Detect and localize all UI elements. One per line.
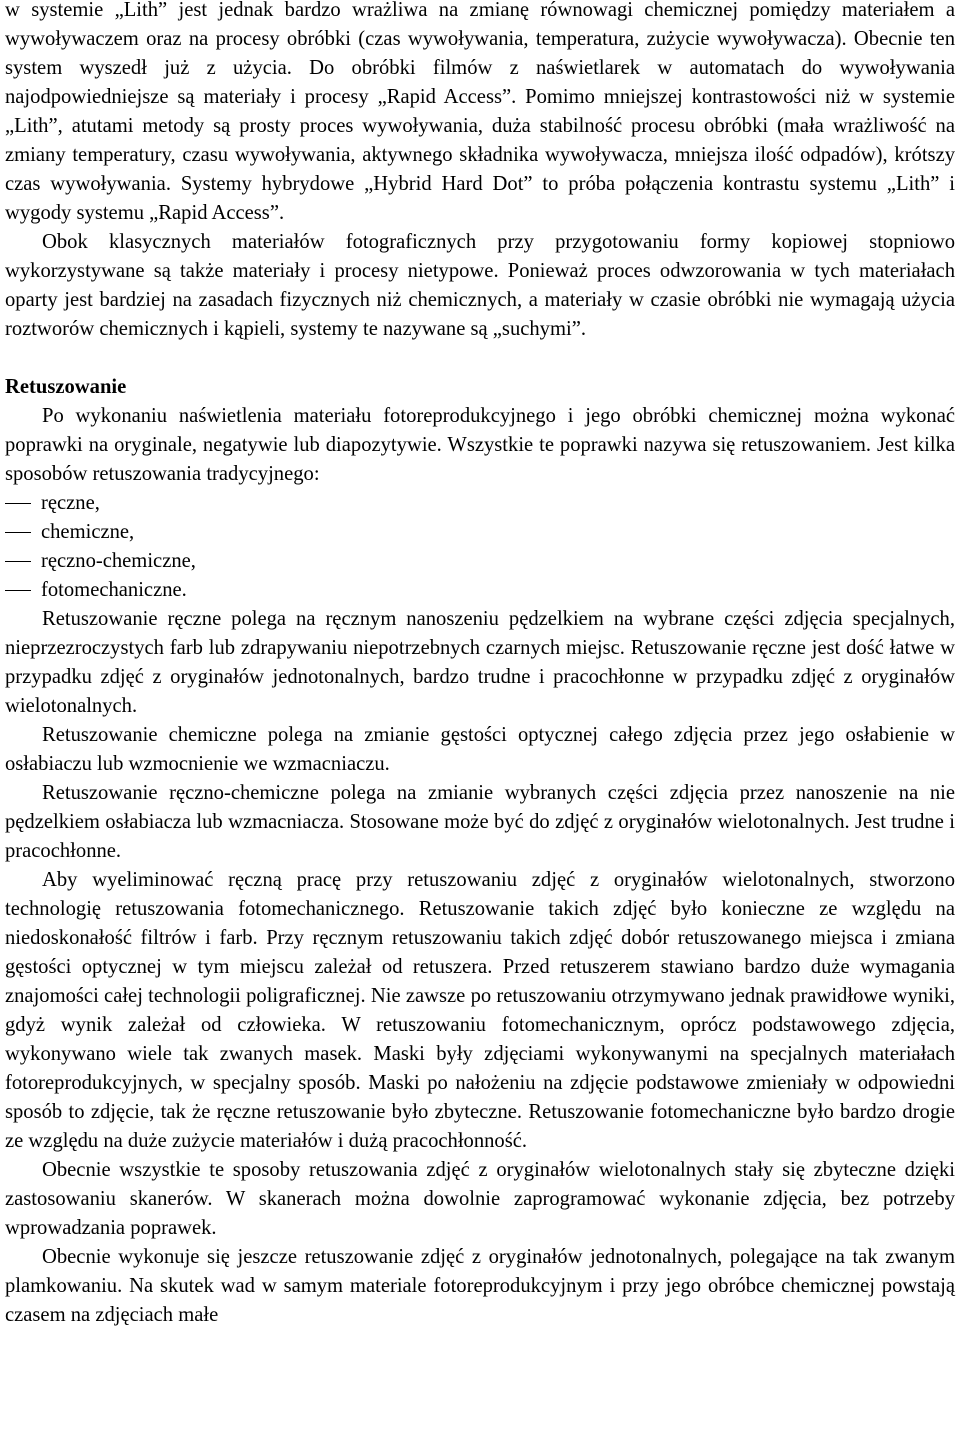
paragraph-manual-retouch: Retuszowanie ręczne polega na ręcznym nanoszeniu pędzelkiem na wybrane części zdjęcia specjalnych, nieprzezroczystych farb lub zdrapywaniu niepotrzebnych czarnych miejsc. Retuszowanie ręczne jest dość łatwe w przypadku zdjęć z oryginałów jednotonalnych, bardzo trudne i pracochłonne w przypadku zdjęć z oryginałów wielotonalnych. xyxy=(5,608,955,717)
retouch-methods-list xyxy=(5,489,955,605)
paragraph-photomechanical-retouch: Aby wyeliminować ręczną pracę przy retuszowaniu zdjęć z oryginałów wielotonalnych, stworzono technologię retuszowania fotomechanicznego. Retuszowanie takich zdjęć było konieczne ze względu na niedoskonałość filtrów i farb. Przy ręcznym retuszowaniu takich zdjęć dobór retuszowanego miejsca i zmiana gęstości optycznej w tym miejscu zależał od retuszera. Przed retuszerem stawiano bardzo duże wymagania znajomości całej technologii poligraficznej. Nie zawsze po retuszowaniu otrzymywano jednak prawidłowe wyniki, gdyż wynik zależał od człowieka. W retuszowaniu fotomechanicznym, oprócz podstawowego zdjęcia, wykonywano wiele tak zwanych masek. Maski były zdjęciami wykonywanymi na specjalnych materiałach fotoreprodukcyjnych, w specjalny sposób. Maski po nałożeniu na zdjęcie podstawowe zmieniały w odpowiedni sposób to zdjęcie, tak że ręczne retuszowanie było zbyteczne. Retuszowanie fotomechaniczne było bardzo drogie ze względu na duże zużycie materiałów i dużą pracochłonność. xyxy=(5,869,955,1152)
dash-bullet-icon xyxy=(5,561,31,562)
paragraph-spotting: Obecnie wykonuje się jeszcze retuszowanie zdjęć z oryginałów jednotonalnych, polegające na tak zwanym plamkowaniu. Na skutek wad w samym materiale fotoreprodukcyjnym i przy jego obróbce chemicznej powstają czasem na zdjęciach małe xyxy=(5,1246,955,1326)
list-item-label: ręczno-chemiczne, xyxy=(41,550,196,572)
list-item-label: fotomechaniczne. xyxy=(41,579,187,601)
paragraph-dry-materials: Obok klasycznych materiałów fotograficznych przy przygotowaniu formy kopiowej stopniowo wykorzystywane są także materiały i procesy nietypowe. Ponieważ proces odwzorowania w tych materiałach oparty jest bardziej na zasadach fizycznych niż chemicznych, a materiały w czasie obróbki nie wymagają użycia roztworów chemicznych i kąpieli, systemy te nazywane są „suchymi”. xyxy=(5,231,955,340)
list-item xyxy=(5,489,955,518)
dash-bullet-icon xyxy=(5,532,31,533)
dash-bullet-icon xyxy=(5,503,31,504)
document-page xyxy=(5,0,955,1330)
section-heading-retuszowanie: Retuszowanie xyxy=(5,376,127,398)
paragraph-retouch-intro: Po wykonaniu naświetlenia materiału fotoreprodukcyjnego i jego obróbki chemicznej można wykonać poprawki na oryginale, negatywie lub diapozytywie. Wszystkie te poprawki nazywa się retuszowaniem. Jest kilka sposobów retuszowania tradycyjnego: xyxy=(5,405,955,485)
paragraph-manual-chemical-retouch: Retuszowanie ręczno-chemiczne polega na zmianie wybranych części zdjęcia przez nanoszenie na nie pędzelkiem osłabiacza lub wzmacniacza. Stosowane może być do zdjęć z oryginałów wielotonalnych. Jest trudne i pracochłonne. xyxy=(5,782,955,862)
paragraph-chemical-retouch: Retuszowanie chemiczne polega na zmianie gęstości optycznej całego zdjęcia przez jego osłabienie w osłabiaczu lub wzmocnienie we wzmacniaczu. xyxy=(5,724,955,775)
list-item-label: chemiczne, xyxy=(41,521,135,543)
list-item xyxy=(5,518,955,547)
list-item xyxy=(5,547,955,576)
list-item xyxy=(5,576,955,605)
list-item-label: ręczne, xyxy=(41,492,100,514)
dash-bullet-icon xyxy=(5,590,31,591)
paragraph-scanners: Obecnie wszystkie te sposoby retuszowania zdjęć z oryginałów wielotonalnych stały się zbyteczne dzięki zastosowaniu skanerów. W skanerach można dowolnie zaprogramować wykonanie zdjęcia, bez potrzeby wprowadzania poprawek. xyxy=(5,1159,955,1239)
paragraph-lith-rapid-access: w systemie „Lith” jest jednak bardzo wrażliwa na zmianę równowagi chemicznej pomiędzy materiałem a wywoływaczem oraz na procesy obróbki (czas wywoływania, temperatura, zużycie wywoływacza). Obecnie ten system wyszedł już z użycia. Do obróbki filmów z naświetlarek w automatach do wywoływania najodpowiedniejsze są materiały i procesy „Rapid Access”. Pomimo mniejszej kontrastowości niż w systemie „Lith”, atutami metody są prosty proces wywoływania, duża stabilność procesu obróbki (mała wrażliwość na zmiany temperatury, czasu wywoływania, aktywnego składnika wywoływacza, mniejsza ilość odpadów), krótszy czas wywoływania. Systemy hybrydowe „Hybrid Hard Dot” to próba połączenia kontrastu systemu „Lith” i wygody systemu „Rapid Access”. xyxy=(5,0,955,224)
